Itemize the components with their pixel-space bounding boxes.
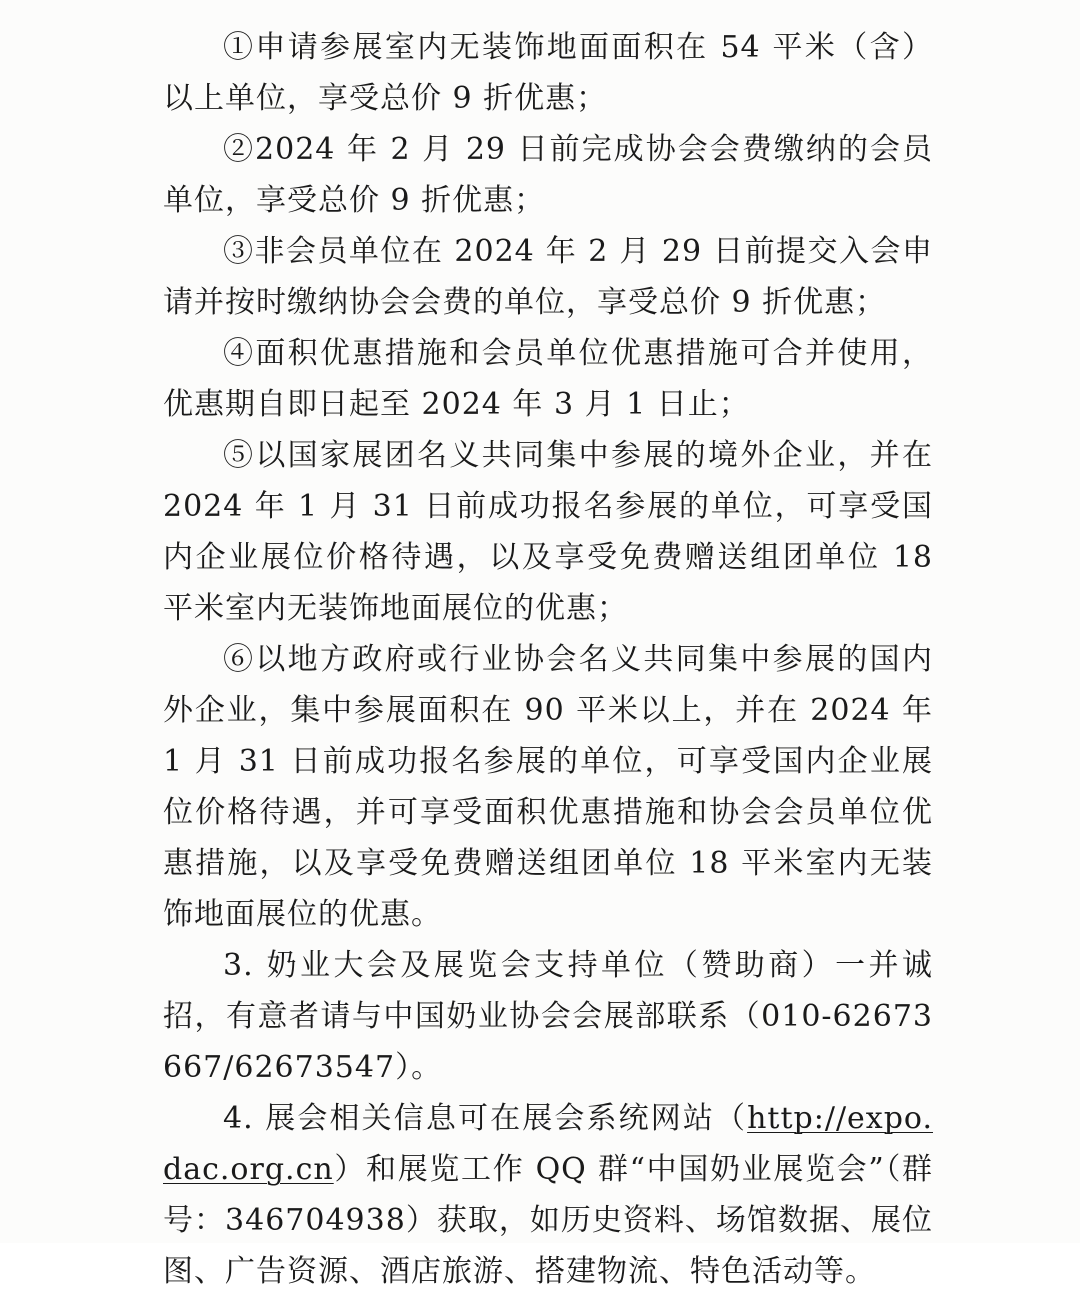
paragraph-discount-area: ①申请参展室内无装饰地面面积在 54 平米（含）以上单位，享受总价 9 折优惠； [163,30,933,116]
expo-info-prefix: 4. 展会相关信息可在展会系统网站（ [223,1101,748,1136]
paragraph-discount-member: ②2024 年 2 月 29 日前完成协会会费缴纳的会员单位，享受总价 9 折优惠； [163,132,933,218]
paragraph-expo-info [163,1093,933,1297]
expo-info-suffix: ）和展览工作 QQ 群“中国奶业展览会”（群号：346704938）获取，如历史资料、场馆数据、展位图、广告资源、酒店旅游、搭建物流、特色活动等。 [163,1152,933,1289]
expo-website-link[interactable]: http://expo.dac.org.cn [163,1101,933,1187]
document-body [163,22,933,1297]
paragraph-discount-combined: ④面积优惠措施和会员单位优惠措施可合并使用，优惠期自即日起至 2024 年 3 月 1 日止； [163,336,933,422]
paragraph-foreign-pavilion: ⑤以国家展团名义共同集中参展的境外企业，并在 2024 年 1 月 31 日前成功报名参展的单位，可享受国内企业展位价格待遇，以及享受免费赠送组团单位 18 平米室内无装饰地面展位的优惠； [163,438,933,626]
paragraph-sponsors: 3. 奶业大会及展览会支持单位（赞助商）一并诚招，有意者请与中国奶业协会会展部联系（010-62673667/62673547）。 [163,948,933,1085]
paragraph-discount-non-member: ③非会员单位在 2024 年 2 月 29 日前提交入会申请并按时缴纳协会会费的单位，享受总价 9 折优惠； [163,234,933,320]
paragraph-domestic-group: ⑥以地方政府或行业协会名义共同集中参展的国内外企业，集中参展面积在 90 平米以上，并在 2024 年 1 月 31 日前成功报名参展的单位，可享受国内企业展位价格待遇，并可享受面积优惠措施和协会会员单位优惠措施，以及享受免费赠送组团单位 18 平米室内无装饰地面展位的优惠。 [163,642,933,932]
